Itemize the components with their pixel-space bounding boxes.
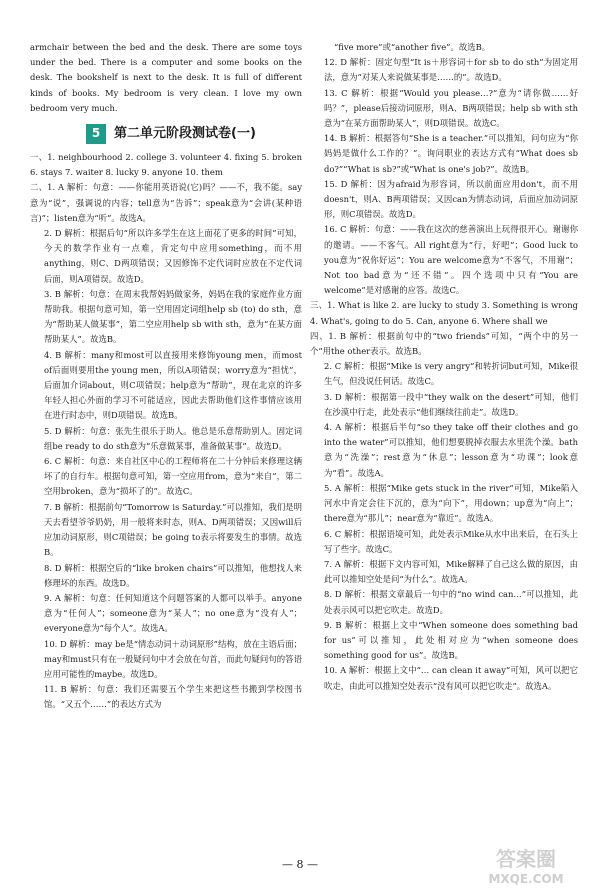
answer-item: 4. A 解析：根据后半句“so they take off their clothes and go into the water”可以推知，他们想要脱掉衣服去水里洗个澡。bath意为“洗澡”；rest意为“休息”；lesson意为“功课”；look意为“看”。故选A。 xyxy=(324,422,578,478)
answer-item: 10. A 解析：根据上文中“… can clean it away”可知，风可以把它吹走，由此可以推知空处表示“没有风可以把它吹走”。故选A。 xyxy=(324,665,578,691)
watermark-text-bottom: MXQE.COM xyxy=(488,872,564,886)
answer-item: 5. A 解析：根据“Mike gets stuck in the river”可知，Mike陷入河水中肯定会往下沉的，意为“向下”，用down；up意为“向上”；there意为“那儿”；near意为“靠近”。故选A。 xyxy=(324,482,578,524)
answer-item: 16. C 解析：句意：——我在这次的慈善演出上玩得很开心。谢谢你的邀请。——不客气。All right意为“行，好吧”；Good luck to you意为“祝你好运”；You are welcome意为“不客气，不用谢”；Not too bad意为“还不错”。四个选项中只有“You are welcome”是对感谢的应答。故选C。 xyxy=(324,224,578,296)
section-title: 第二单元阶段测试卷(一) xyxy=(114,126,256,142)
answer-item: 10. D 解析：may be是“情态动词＋动词原形”结构，放在主语后面；may和must只有在一般疑问句中才会放在句首，而此句疑问句的答语应用可能性的maybe。故选D。 xyxy=(44,638,302,679)
section-heading xyxy=(86,124,302,144)
answer-item: 7. A 解析：根据下文内容可知，Mike解释了自己这么做的原因，由此可以推知空处是问“为什么”。故选A。 xyxy=(324,558,578,585)
page-number: — 8 — xyxy=(282,858,318,871)
answer-item: 12. D 解析：固定句型“It is＋形容词＋for sb to do sth”为固定用法，意为“对某人来说做某事是……的”。故选D。 xyxy=(324,57,578,83)
answer-item: 9. A 解析：句意：任何知道这个问题答案的人都可以举手。anyone意为“任何人”；someone意为“某人”；no one意为“没有人”；everyone意为“每个人”。故选A。 xyxy=(44,592,302,634)
answer-item: 13. C 解析：根据“Would you please…?”意为“请你做……好吗？”，please后接动词原形，则A、B两项错误；help sb with sth意为“在某方面帮助某人”，则D项错误。故选C。 xyxy=(324,87,578,129)
answer-item: 6. C 解析：根据语境可知，此处表示Mike从水中出来后，在石头上写了些字。故选C。 xyxy=(324,528,578,554)
answer-item: 3. D 解析：根据第一段中“they walk on the desert”可知，他们在沙漠中行走，此处表示“他们继续往前走”。故选D。 xyxy=(324,391,578,417)
part-three-answers: 三、1. What is like 2. are lucky to study 3. Something is wrong 4. What's, going to do 5. Can, anyone 6. Where shall we xyxy=(310,300,578,326)
answer-item: 11. B 解析：句意：我们还需要五个学生来把这些书搬到学校图书馆。“又五个……”的表达方式为 xyxy=(44,684,302,710)
answer-item: 6. C 解析：句意：来自社区中心的工程师将在二十分钟后来修理这辆坏了的自行车。根据句意可知，第一空应用from，意为“来自”，第二空用broken，意为“损坏了的”。故选C。 xyxy=(44,456,302,497)
answer-item: 9. B 解析：根据上文中“When someone does something bad for us”可以推知，此处相对应为“when someone does something good for us”。故选B。 xyxy=(324,619,578,661)
answer-item: 15. D 解析：因为afraid为形容词，所以前面应用don't，而不用doesn't，则A、B两项错误；又因can为情态动词，后面应加动词原形，则C项错误。故选D。 xyxy=(324,178,578,220)
watermark-logo xyxy=(472,842,580,888)
answer-item: 2. C 解析：根据“Mike is very angry”和转折词but可知，Mike很生气，但没说任何话。故选C。 xyxy=(324,361,578,387)
answer-item: 7. B 解析：根据前句“Tomorrow is Saturday.”可以推知，我们是明天去看望爷爷奶奶，用一般将来时态，则A、D两项错误；又因will后应加动词原形，则C项错误；be going to表示将要发生的事情。故选B。 xyxy=(44,501,302,558)
part-one-answers: 一、1. neighbourhood 2. college 3. volunteer 4. fixing 5. broken 6. stays 7. waiter 8. lucky 9. anyone 10. them xyxy=(30,152,302,178)
answer-item: 3. B 解析：句意：在周末我帮妈妈做家务，妈妈在我的家庭作业方面帮助我。根据句意可知，第一空用固定词组help sb (to) do sth，意为“帮助某人做某事”，第二空应用help sb with sth，意为“在某方面帮助某人”。故选B。 xyxy=(44,288,302,345)
answer-continuation: “five more”或“another five”。故选B。 xyxy=(334,42,491,52)
answer-item: 2. D 解析：根据后句“所以许多学生在这上面花了更多的时间”可知，今天的数学作业有一点难，肯定句中应用something，而不用anything，则C、D两项错误；又因修饰不定代词时应放在不定代词后面，则A项错误。故选D。 xyxy=(44,228,302,284)
watermark-text-top: 答案圈 xyxy=(496,847,556,871)
answer-item: 5. D 解析：句意：张先生很乐于助人。他总是乐意帮助别人。固定词组be ready to do sth意为“乐意做某事，准备做某事”。故选D。 xyxy=(44,425,302,451)
answer-item: 14. B 解析：根据答句“She is a teacher.”可以推知，问句应为“你妈妈是做什么工作的？”。询问职业的表达方式有“What does sb do?”“What is sb?”或“What is one's job?”。故选B。 xyxy=(324,133,578,174)
answer-item: 8. D 解析：根据空后的“like broken chairs”可以推知，他想找人来修理坏的东西。故选D。 xyxy=(44,562,302,588)
answer-item: 8. D 解析：根据文章最后一句中的“no wind can…”可以推知，此处表示风可以把它吹走。故选D。 xyxy=(324,589,578,615)
section-number-badge: 5 xyxy=(86,124,106,144)
intro-paragraph: armchair between the bed and the desk. There are some toys under the bed. There is a computer and some books on the desk. The bookshelf is next to the desk. It is full of different kinds of books. My bedroom is very clean. I love my own bedroom very much. xyxy=(30,42,302,113)
answer-item: 二、1. A 解析：句意：——你能用英语说(它)吗？——不，我不能。say意为“说”，强调说的内容；tell意为“告诉”；speak意为“会讲(某种语言)”；listen意为“听”。故选A。 xyxy=(30,182,302,223)
answer-item: 四、1. B 解析：根据前句中的“two friends”可知，“两个中的另一个”用the other表示。故选B。 xyxy=(310,330,578,357)
left-column xyxy=(30,40,302,713)
answer-item: 4. B 解析：many和most可以直接用来修饰young men，而most of后面则要用the young men，所以A项错误；worry意为“担忧”，后面加介词about，则C项错误；help意为“帮助”，现在北京的许多年轻人担心外面的学习不可能适应，因此去帮助他们这件事情应该用在进行时态中，则D项错误。故选B。 xyxy=(44,349,302,421)
right-column xyxy=(310,40,578,694)
